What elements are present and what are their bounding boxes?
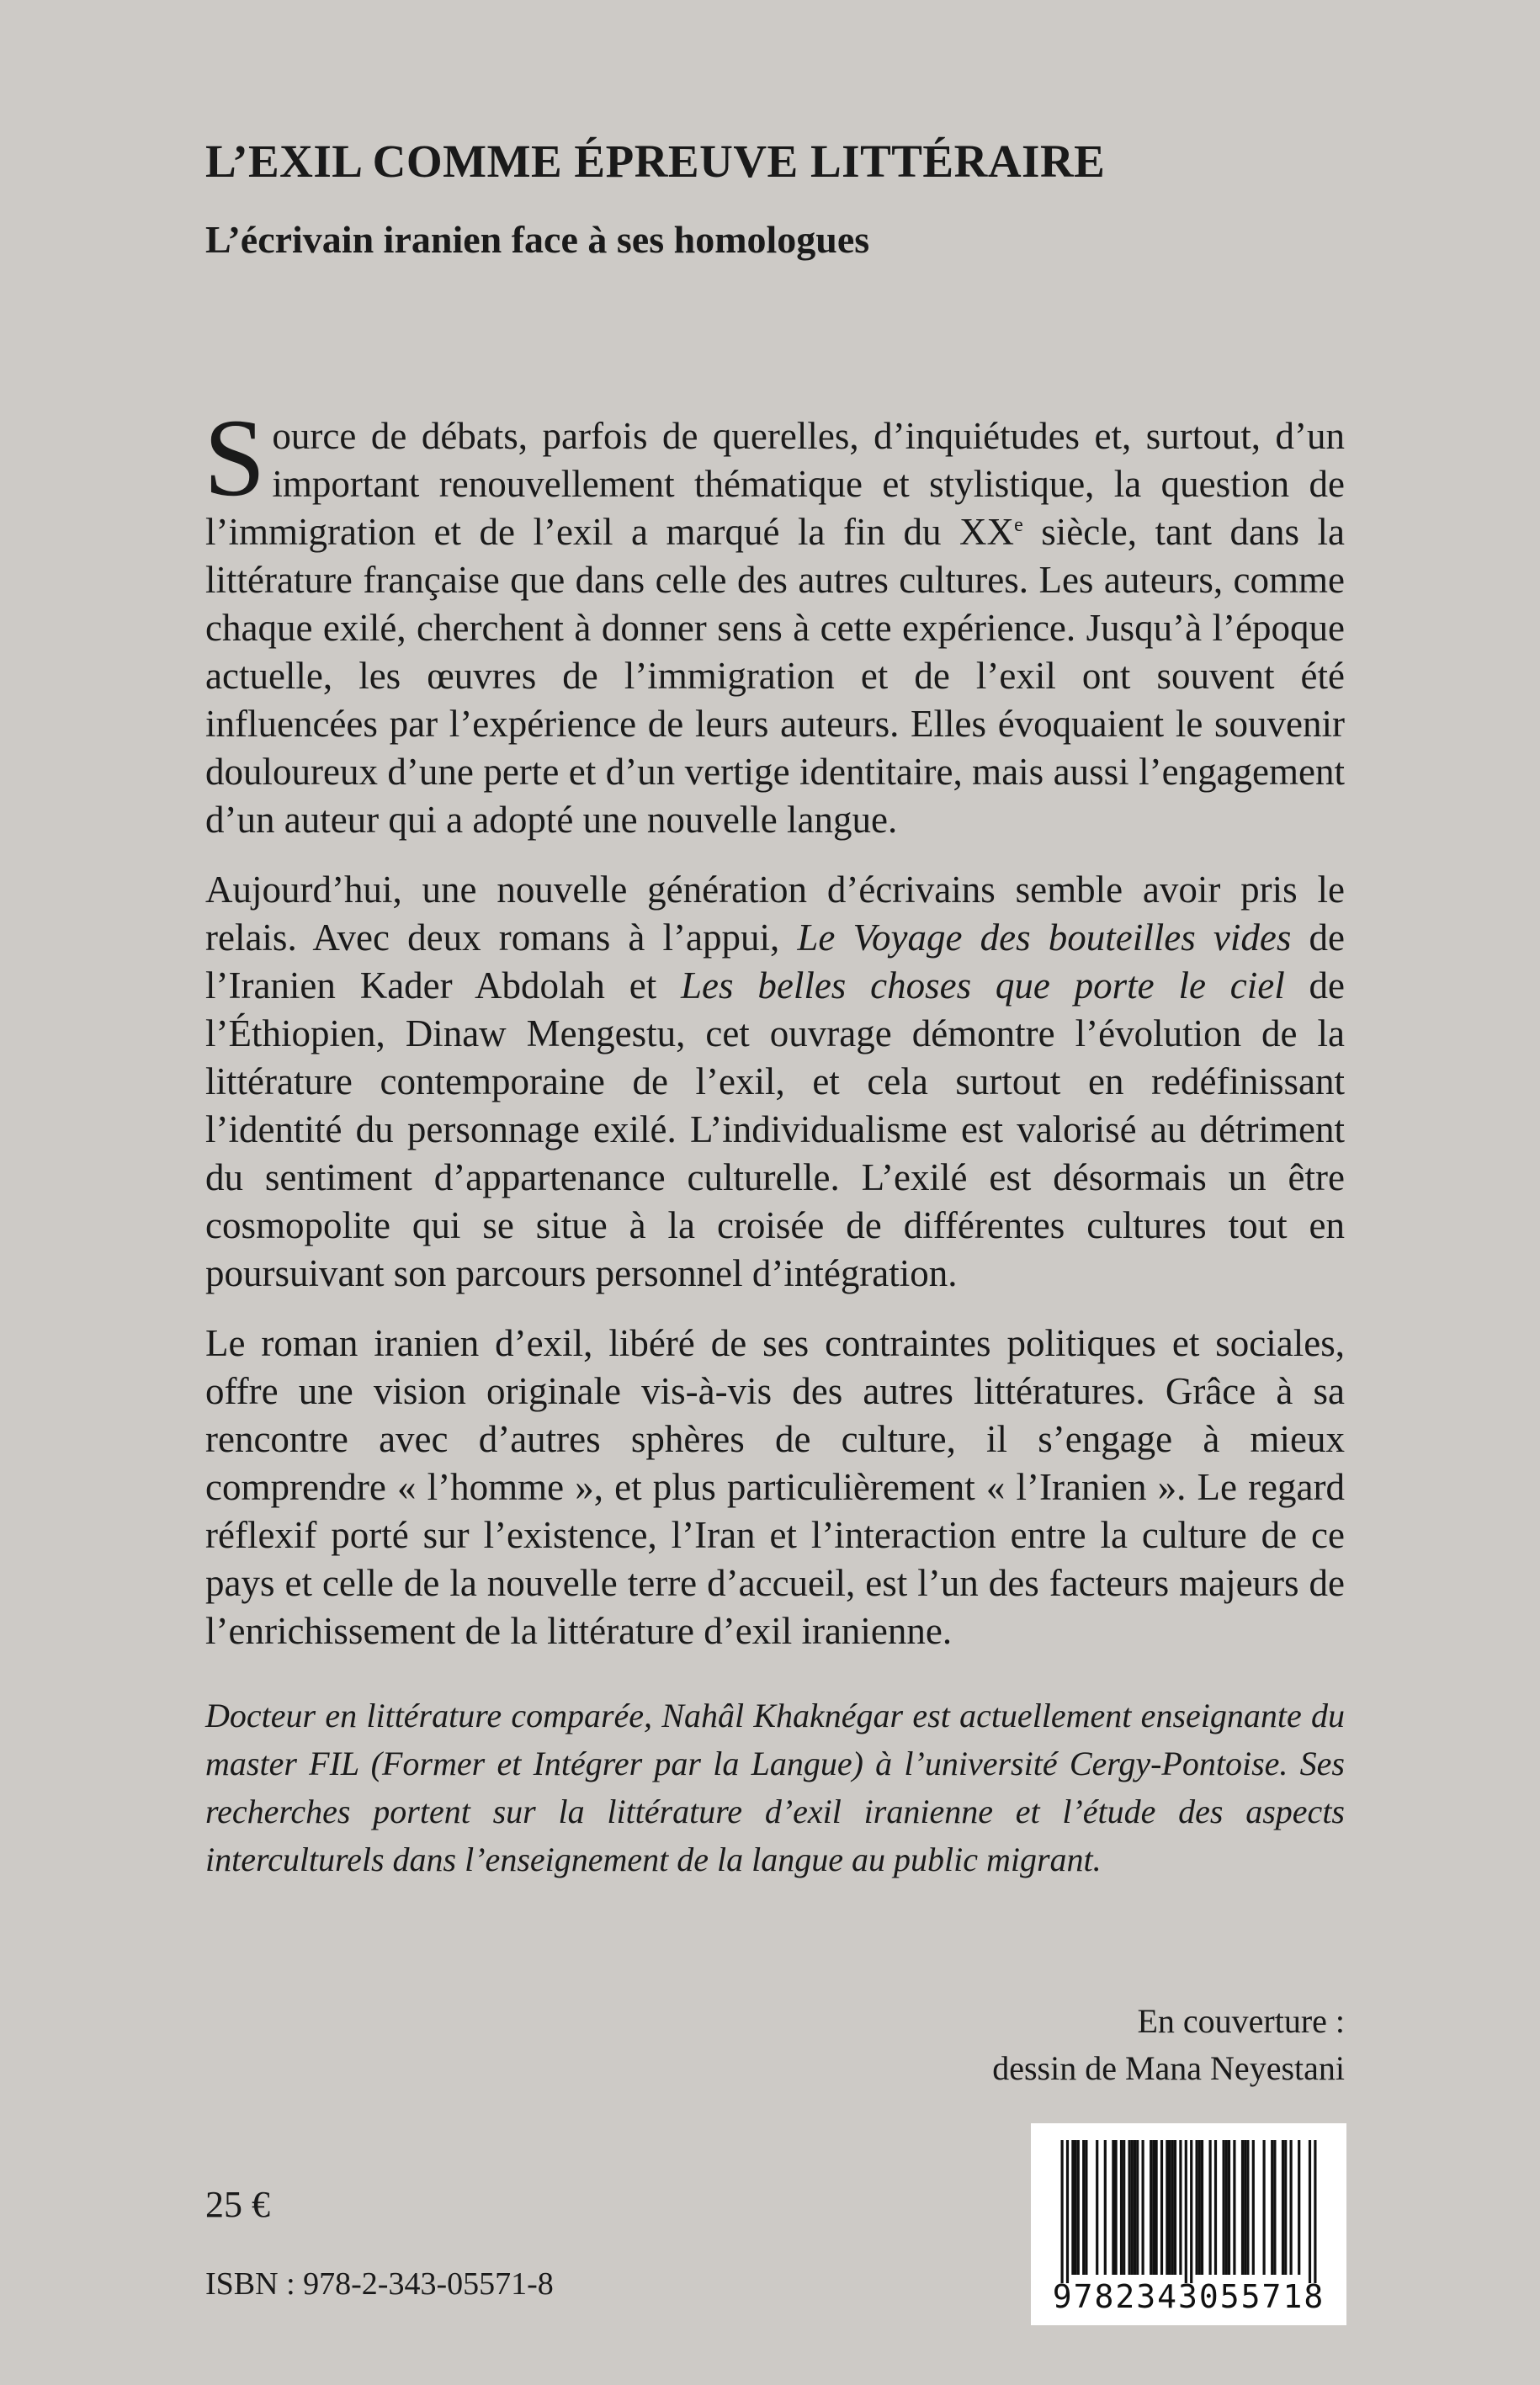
barcode-bar	[1190, 2140, 1192, 2283]
barcode-bar	[1150, 2140, 1152, 2275]
cover-credit-line-1: En couverture :	[1137, 2002, 1345, 2040]
ean13-barcode-icon	[1031, 2123, 1346, 2283]
barcode-bar	[1123, 2140, 1125, 2275]
century-superscript: e	[1014, 514, 1023, 536]
blurb-paragraph-2-text-a: Aujourd’hui, une nouvelle génération d’écrivains semble avoir pris le relais. Avec deux romans à l’appui,	[205, 868, 1345, 959]
barcode-bar	[1223, 2140, 1225, 2275]
book-reference-2: Les belles choses que porte le ciel	[681, 964, 1285, 1007]
barcode-bar	[1085, 2140, 1087, 2275]
barcode-bar	[1198, 2140, 1201, 2275]
barcode-bar	[1241, 2140, 1244, 2275]
barcode-bar	[1246, 2140, 1249, 2275]
barcode-bar	[1061, 2140, 1064, 2283]
barcode-bar	[1075, 2140, 1077, 2275]
barcode-bar	[1228, 2140, 1230, 2275]
barcode-bar	[1214, 2140, 1217, 2275]
barcode-bar	[1290, 2140, 1293, 2275]
barcode-bar	[1196, 2140, 1198, 2275]
barcode-bar	[1252, 2140, 1255, 2275]
barcode-bar	[1131, 2140, 1134, 2275]
barcode-bar	[1166, 2140, 1168, 2275]
barcode-bar	[1225, 2140, 1228, 2275]
barcode-bar	[1096, 2140, 1098, 2275]
book-subtitle: L’écrivain iranien face à ses homologues	[205, 218, 870, 261]
barcode-bar	[1128, 2140, 1131, 2275]
barcode-bar	[1201, 2140, 1203, 2275]
barcode-bar	[1273, 2140, 1276, 2275]
barcode-bar	[1160, 2140, 1163, 2275]
barcode-bar	[1155, 2140, 1158, 2275]
barcode-bar	[1271, 2140, 1273, 2275]
barcode-bar	[1171, 2140, 1174, 2275]
barcode-bar	[1136, 2140, 1139, 2275]
blurb	[204, 396, 1345, 1677]
barcode-bar	[1134, 2140, 1136, 2275]
barcode-bar	[1298, 2140, 1300, 2275]
price: 25 €	[205, 2184, 270, 2225]
book-reference-1: Le Voyage des bouteilles vides	[797, 916, 1292, 959]
book-title: L’EXIL COMME ÉPREUVE LITTÉRAIRE	[205, 135, 1106, 187]
isbn: ISBN : 978-2-343-05571-8	[205, 2266, 554, 2302]
barcode-bar	[1071, 2140, 1074, 2275]
barcode-bar	[1112, 2140, 1114, 2275]
blurb-paragraph-2	[205, 866, 1345, 1298]
blurb-paragraph-3: Le roman iranien d’exil, libéré de ses contraintes politiques et sociales, offre une vision originale vis-à-vis des autres littératures. Grâce à sa rencontre avec d’autres sphères de culture, il s’engage à mieux comprendre « l’homme », et plus particulièrement « l’Iranien ». Le regard réflexif porté sur l’existence, l’Iran et l’interaction entre la culture de ce pays et celle de la nouvelle terre d’accueil, est l’un des facteurs majeurs de l’enrichissement de la littérature d’exil iranienne.	[205, 1322, 1345, 1652]
barcode-bar	[1282, 2140, 1284, 2275]
barcode-bar	[1104, 2140, 1107, 2275]
blurb-paragraph-1-text-b: siècle, tant dans la littérature française que dans celle des autres cultures. Les auteurs, comme chaque exilé, cherchent à donner sens à cette expérience. Jusqu’à l’époque actuelle, les œuvres de l’immigration et de l’exil ont souvent été influencées par l’expérience de leurs auteurs. Elles évoquaient le souvenir douloureux d’une perte et d’un vertige identitaire, mais aussi l’engagement d’un auteur qui a adopté une nouvelle langue.	[205, 511, 1345, 841]
barcode-bar	[1309, 2140, 1311, 2283]
barcode-bar	[1314, 2140, 1316, 2283]
drop-cap: S	[204, 396, 266, 519]
barcode-bar	[1244, 2140, 1246, 2275]
blurb-paragraph-1	[204, 396, 1345, 844]
cover-credit	[992, 1998, 1345, 2092]
barcode-bar	[1209, 2140, 1212, 2275]
blurb-paragraph-1-text-a: ource de débats, parfois de querelles, d’inquiétudes et, surtout, d’un important renouvellement thématique et stylistique, la question de l’immigration et de l’exil a marqué la fin du XX	[205, 415, 1345, 553]
barcode-bar	[1077, 2140, 1080, 2275]
barcode-bar	[1066, 2140, 1069, 2283]
barcode-bar	[1142, 2140, 1144, 2275]
barcode-bar	[1120, 2140, 1123, 2275]
cover-credit-line-2: dessin de Mana Neyestani	[992, 2049, 1345, 2087]
barcode-bar	[1233, 2140, 1235, 2275]
barcode-bar	[1169, 2140, 1171, 2275]
barcode-bar	[1152, 2140, 1155, 2275]
barcode-bar	[1263, 2140, 1266, 2275]
author-bio: Docteur en littérature comparée, Nahâl Khaknégar est actuellement enseignante du master FIL (Former et Intégrer par la Langue) à l’université Cergy-Pontoise. Ses recherches portent sur la littérature d’exil iranienne et l’étude des aspects interculturels dans l’enseignement de la langue au public migrant.	[205, 1697, 1345, 1878]
barcode	[1031, 2123, 1346, 2325]
blurb-paragraph-2-text-b: de l’Iranien Kader Abdolah et	[205, 916, 1345, 1007]
barcode-bar	[1082, 2140, 1085, 2275]
barcode-bar	[1174, 2140, 1176, 2275]
barcode-bar	[1185, 2140, 1187, 2283]
barcode-bar	[1284, 2140, 1287, 2275]
barcode-digits: 9782343055718	[1052, 2278, 1325, 2315]
blurb-paragraph-2-text-c: de l’Éthiopien, Dinaw Mengestu, cet ouvrage démontre l’évolution de la littérature contemporaine de l’exil, et cela surtout en redéfinissant l’identité du personnage exilé. L’individualisme est valorisé au détriment du sentiment d’appartenance culturelle. L’exilé est désormais un être cosmopolite qui se situe à la croisée de différentes cultures tout en poursuivant son parcours personnel d’intégration.	[205, 964, 1345, 1294]
barcode-bar	[1179, 2140, 1182, 2275]
barcode-bar	[1115, 2140, 1118, 2275]
